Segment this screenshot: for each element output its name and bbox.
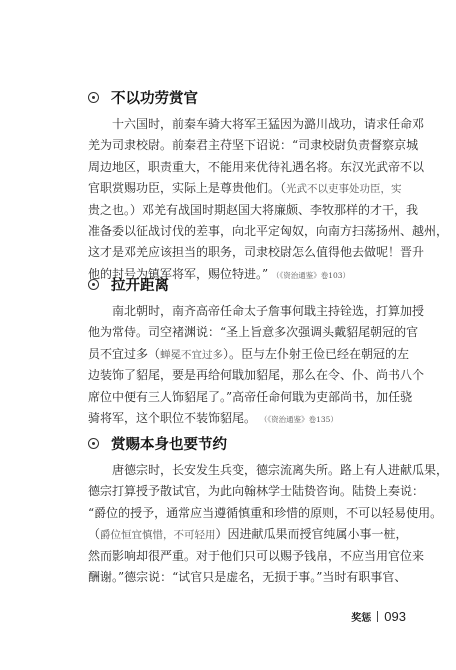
circle-dot-icon <box>88 92 99 103</box>
section-title: 不以功劳赏官 <box>111 89 198 107</box>
chapter-label: 奖惩 <box>351 612 372 624</box>
source-citation: （《资治通鉴》卷103） <box>271 270 351 280</box>
section-3 <box>88 431 449 588</box>
section-heading <box>88 85 402 109</box>
section-body <box>88 460 449 588</box>
section-2 <box>88 272 425 429</box>
text-line: 准备委以征战讨伐的差事，向北平定匈奴，向南方扫荡扬州、越州， <box>88 223 449 238</box>
text-segment: ）因进献瓜果而授官纯属小事一桩， <box>215 527 408 542</box>
text-segment: 他的封号为镇军将军，赐位特进。” <box>88 266 269 281</box>
text-line: 十六国时，前秦车骑大将军王猛因为潞川战功，请求任命邓 <box>112 117 425 131</box>
classical-quote: 爵位恒宜慎惜，不可轻用 <box>100 529 216 542</box>
text-segment: ）。臣与左仆射王俭已经在朝冠的左 <box>223 346 410 361</box>
section-heading <box>88 272 402 296</box>
circle-dot-icon <box>88 438 99 449</box>
text-line: 席位中便有三人饰貂尾了。”高帝任命何戢为吏部尚书，加任骁 <box>88 389 413 404</box>
page-footer <box>351 608 406 624</box>
footer-divider <box>377 611 378 622</box>
text-segment: 员不宜过多（ <box>88 346 161 361</box>
section-heading <box>88 431 402 455</box>
page-number: 093 <box>384 608 406 624</box>
text-line: 他为常侍。司空褚渊说：“圣上旨意多次强调头戴貂尾朝冠的官 <box>88 325 419 340</box>
classical-quote: 蝉冕不宜过多 <box>160 348 224 361</box>
section-title: 拉开距离 <box>111 276 169 294</box>
text-line: 边装饰了貂尾，要是再给何戢加貂尾，那么在令、仆、尚书八个 <box>88 368 425 383</box>
source-citation: （《资治通鉴》卷135） <box>259 414 338 424</box>
text-line: 南北朝时，南齐高帝任命太子詹事何戢主持铨选，打算加授 <box>112 304 425 318</box>
text-line: 然而影响却很严重。对于他们只可以赐予钱帛，不应当用官位来 <box>88 548 425 563</box>
text-segment: 骑将军，这个职位不装饰貂尾。 <box>88 410 257 425</box>
section-title: 赏赐本身也要节约 <box>111 435 227 453</box>
text-line <box>88 524 408 545</box>
section-1 <box>88 85 449 285</box>
text-line: 贵之也。）邓羌有战国时期赵国大将廉颇、李牧那样的才干，我 <box>88 202 419 217</box>
classical-quote: 光武不以吏事处功臣，实 <box>286 183 402 196</box>
text-segment: 官职赏赐功臣，实际上是尊贵他们。（ <box>88 181 287 196</box>
text-line: 羌为司隶校尉。前秦君主苻坚下诏说：“司隶校尉负责督察京城 <box>88 138 419 153</box>
text-line <box>88 178 402 199</box>
text-line <box>88 344 410 365</box>
section-body <box>88 114 449 285</box>
text-segment: （ <box>88 527 101 542</box>
text-line: 德宗打算授予散试官，为此向翰林学士陆贽咨询。陆贽上奏说： <box>88 484 425 499</box>
text-line: “爵位的授予，通常应当遵循慎重和珍惜的原则，不可以轻易使用。 <box>88 505 443 520</box>
text-line: 这才是邓羌应该担当的职务，司隶校尉怎么值得他去做呢！晋升 <box>88 245 425 260</box>
text-line: 酬谢。”德宗说：“试官只是虚名，无损于事。”当时有职事官、 <box>88 569 407 584</box>
text-line: 唐德宗时，长安发生兵变，德宗流离失所。路上有人进献瓜果， <box>112 463 449 477</box>
circle-dot-icon <box>88 279 99 290</box>
section-body <box>88 301 425 429</box>
text-line <box>88 408 402 429</box>
text-line: 周边地区，职责重大，不能用来优待礼遇名将。东汉光武帝不以 <box>88 159 425 174</box>
